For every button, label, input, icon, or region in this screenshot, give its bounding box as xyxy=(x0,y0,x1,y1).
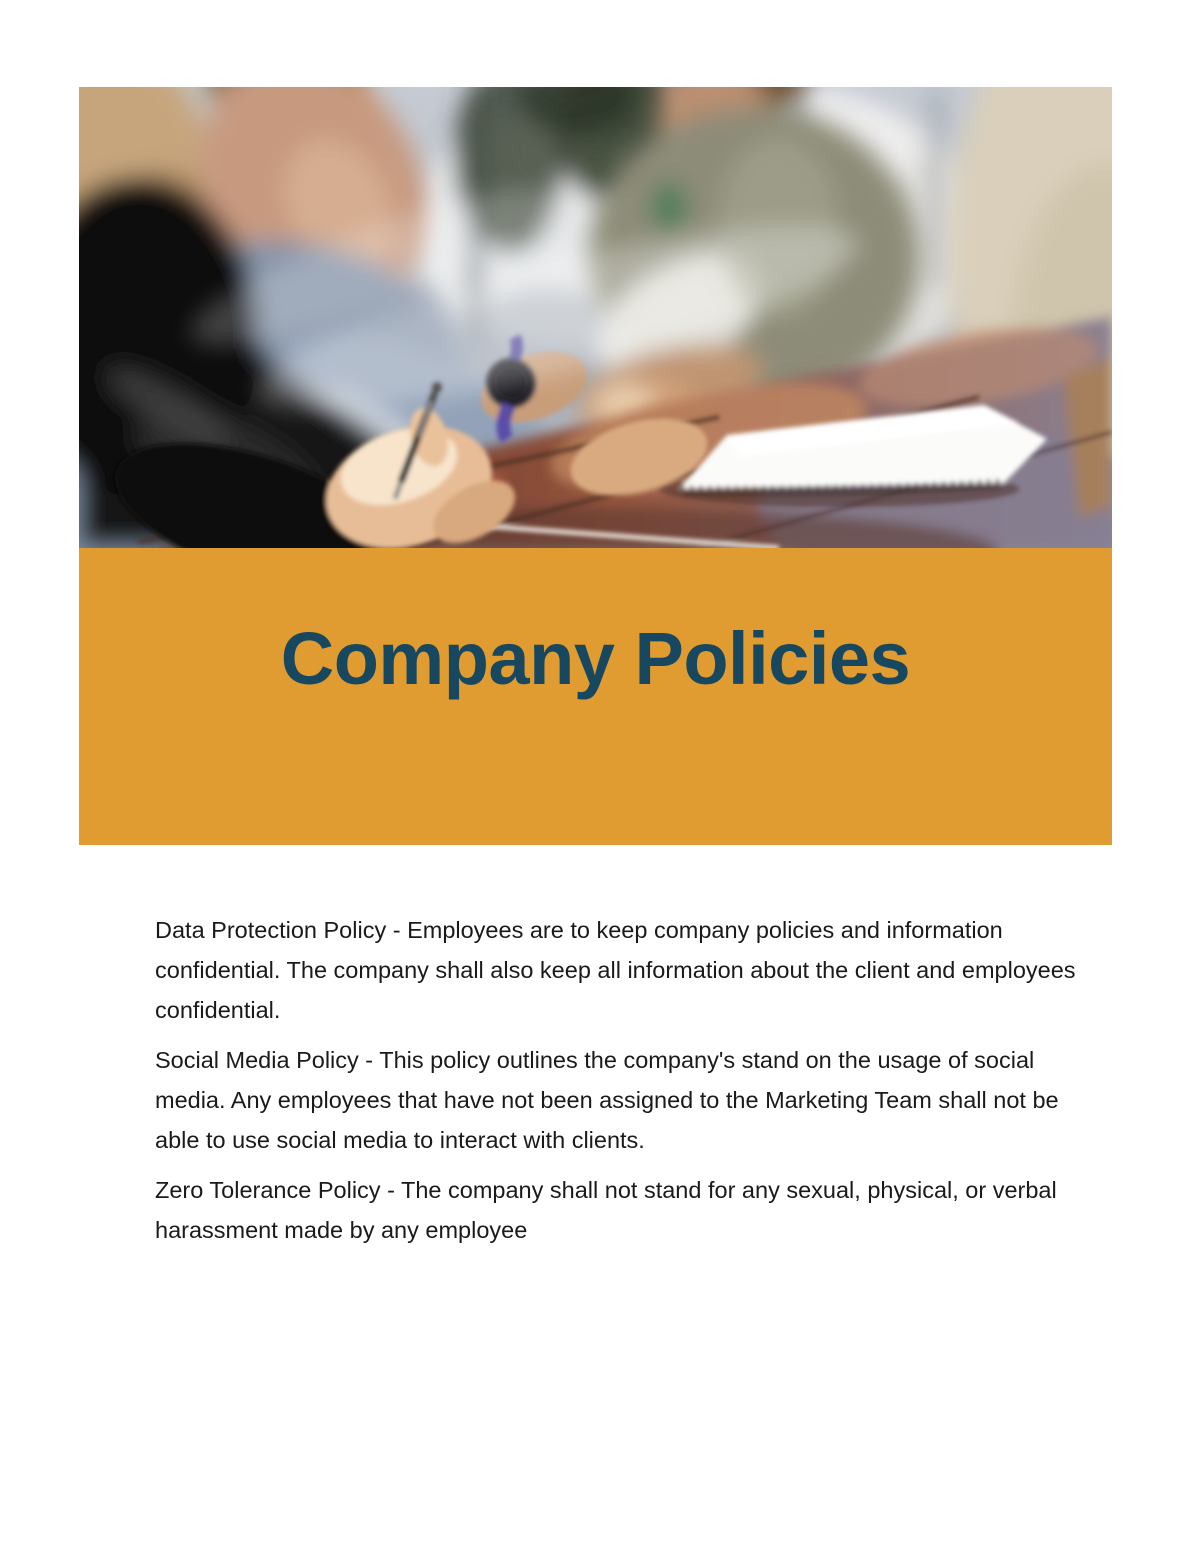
meeting-photo xyxy=(79,87,1112,548)
policy-paragraph-zero-tolerance: Zero Tolerance Policy - The company shall not stand for any sexual, physical, or verbal harassment made by any employee xyxy=(155,1177,1057,1243)
title-banner xyxy=(79,548,1112,845)
hero-block xyxy=(79,87,1112,845)
meeting-photo-illustration xyxy=(79,87,1112,548)
policy-paragraph-data-protection: Data Protection Policy - Employees are to keep company policies and information confidential. The company shall also keep all information about the client and employees confidential. xyxy=(155,917,1076,1023)
policy-content xyxy=(155,910,1091,1260)
page-title: Company Policies xyxy=(280,617,911,700)
policy-paragraph-social-media: Social Media Policy - This policy outlines the company's stand on the usage of social media. Any employees that have not been assigned to the Marketing Team shall not be able to use social media to interact with clients. xyxy=(155,1047,1059,1153)
